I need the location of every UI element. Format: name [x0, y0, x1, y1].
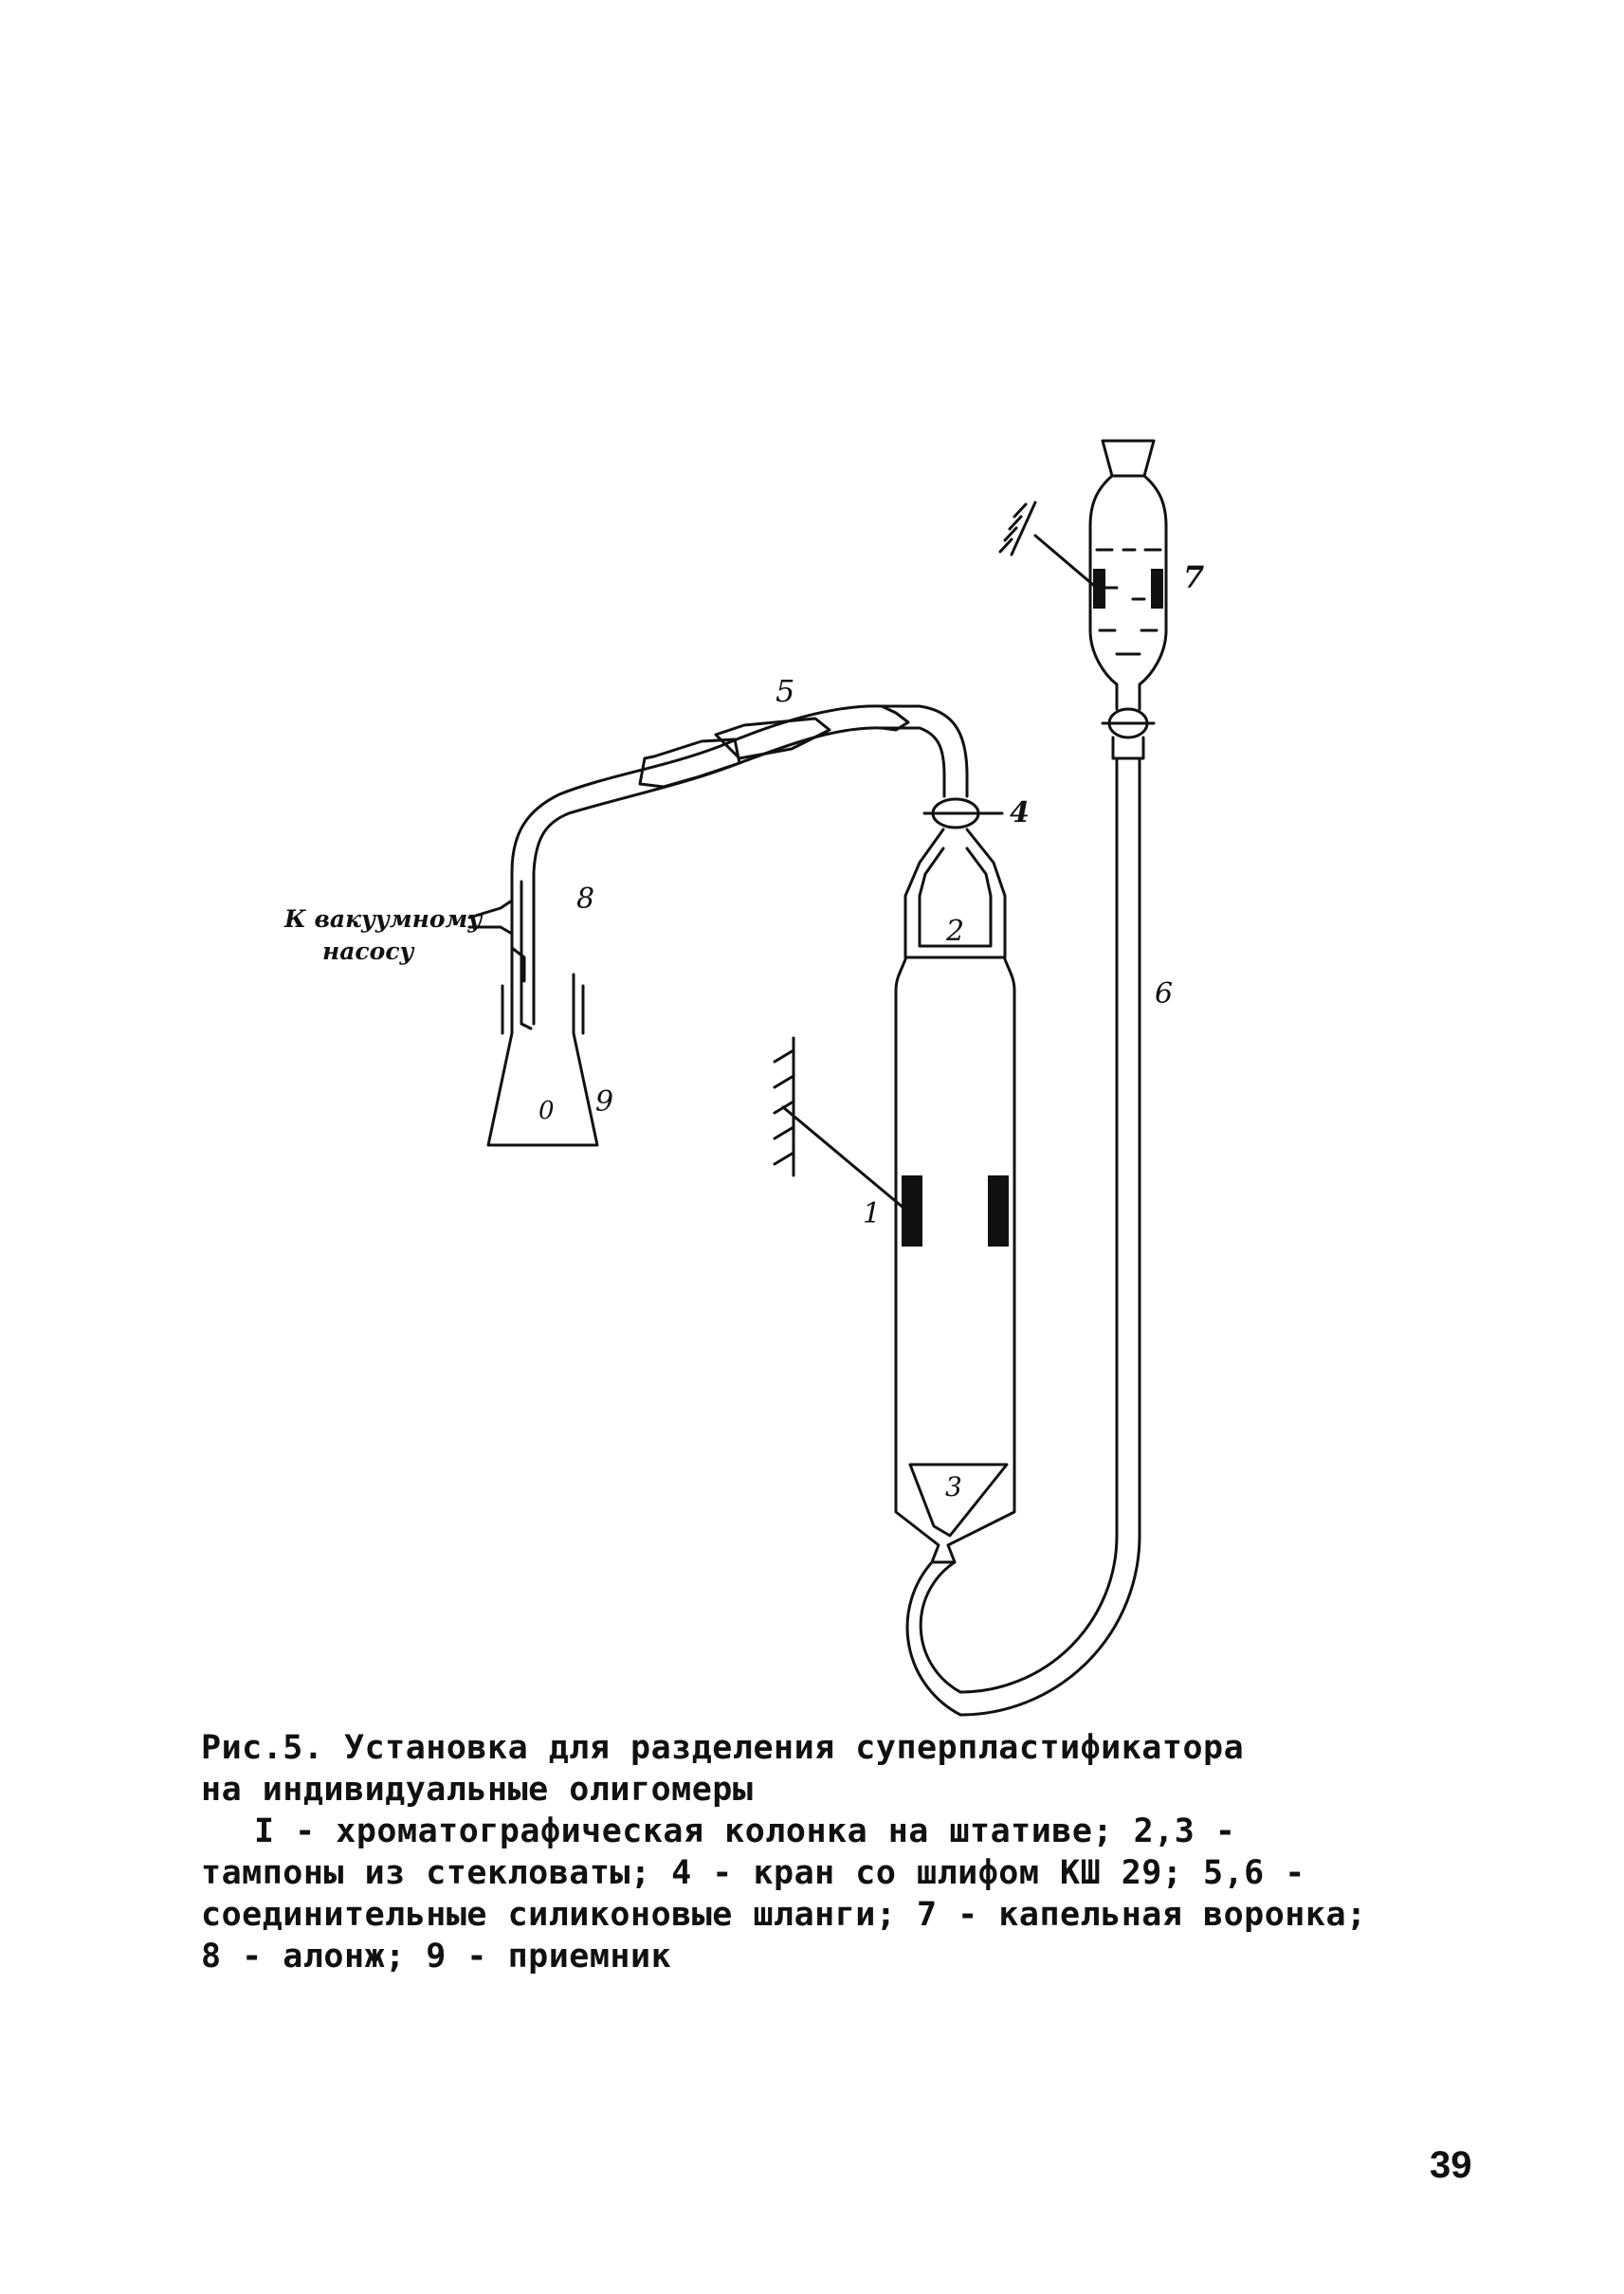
page-number: 39 [1430, 2144, 1472, 2186]
chromatographic-column [775, 959, 1014, 1562]
figure-caption [201, 1727, 1396, 1977]
label-5: 5 [776, 673, 795, 709]
label-1: 1 [863, 1197, 882, 1230]
vacuum-label-line2: насосу [322, 938, 414, 965]
column-stopcock [924, 775, 1002, 828]
vacuum-label-line1: К вакуумному [284, 905, 483, 933]
hose-6 [907, 758, 1140, 1715]
caption-title-line1: Рис.5. Установка для разделения суперпластификатора [201, 1729, 1245, 1767]
caption-title-line2: на индивидуальные олигомеры [201, 1771, 754, 1809]
dropping-funnel [1000, 441, 1166, 709]
label-4: 4 [1010, 796, 1030, 829]
caption-body: I - хроматографическая колонка на штативе; 2,3 - тампоны из стекловаты; 4 - кран со шлифом КШ 29; 5,6 - соединительные силиконовые шланги; 7 - капельная воронка; 8 - алонж; 9 - приемник [201, 1812, 1367, 1975]
hose-5 [512, 706, 967, 872]
label-8: 8 [576, 883, 595, 916]
label-7: 7 [1183, 559, 1205, 595]
label-9: 9 [595, 1085, 614, 1119]
label-3: 3 [945, 1471, 962, 1502]
label-0: 0 [538, 1097, 555, 1125]
funnel-stopcock [1103, 709, 1154, 758]
label-2: 2 [946, 915, 965, 948]
label-6: 6 [1155, 977, 1174, 1010]
